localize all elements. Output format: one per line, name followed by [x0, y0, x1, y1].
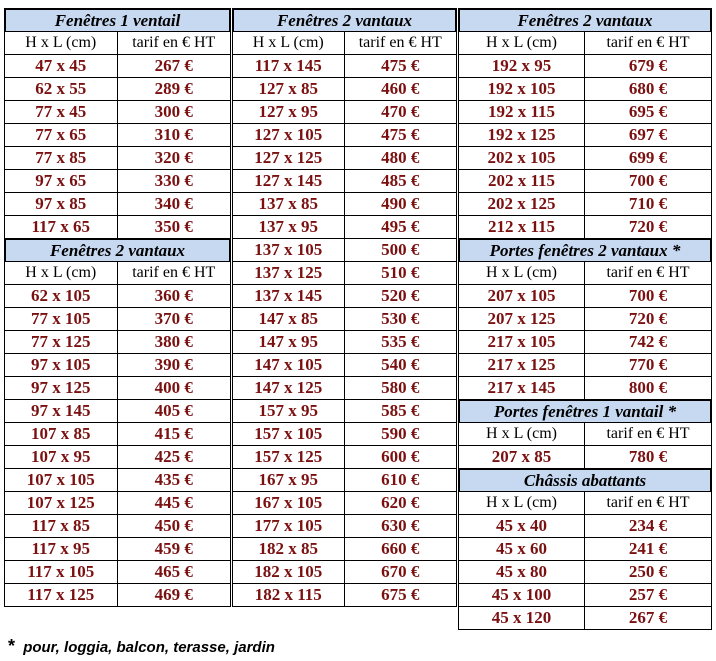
price-cell: 300 €: [154, 102, 193, 121]
footnote-asterisk: *: [8, 636, 16, 656]
price-cell: 459 €: [154, 539, 193, 558]
price-cell: 670 €: [381, 562, 420, 581]
size-cell: 97 x 65: [5, 170, 118, 192]
size-header: H x L (cm): [5, 262, 118, 284]
section-title-row: [458, 399, 712, 423]
table-row: [4, 54, 231, 78]
price-cell: 415 €: [154, 424, 193, 443]
size-cell: 117 x 125: [5, 584, 118, 606]
price-cell: 535 €: [381, 332, 420, 351]
price-cell: 380 €: [154, 332, 193, 351]
size-cell: 77 x 45: [5, 101, 118, 123]
table-row: [4, 284, 231, 308]
price-header: tarif en € HT: [358, 34, 442, 51]
size-cell: 127 x 105: [233, 124, 345, 146]
table-row: [458, 146, 712, 170]
table-row: [232, 284, 457, 308]
price-cell: 465 €: [154, 562, 193, 581]
price-cell: 540 €: [381, 355, 420, 374]
size-cell: 157 x 95: [233, 400, 345, 422]
size-cell: 147 x 125: [233, 377, 345, 399]
table-row: [458, 77, 712, 101]
size-cell: 77 x 125: [5, 331, 118, 353]
price-cell: 530 €: [381, 309, 420, 328]
price-column-3: [458, 8, 712, 630]
size-cell: 147 x 85: [233, 308, 345, 330]
table-row: [232, 100, 457, 124]
section-title-row: [458, 468, 712, 492]
price-column-1: [4, 8, 231, 607]
table-row: [232, 215, 457, 239]
table-row: [458, 169, 712, 193]
price-cell: 510 €: [381, 263, 420, 282]
price-header: tarif en € HT: [132, 264, 216, 281]
table-row: [232, 560, 457, 584]
price-cell: 370 €: [154, 309, 193, 328]
size-cell: 107 x 95: [5, 446, 118, 468]
table-row: [4, 169, 231, 193]
column-header-row: [4, 261, 231, 285]
table-row: [4, 491, 231, 515]
size-cell: 117 x 85: [5, 515, 118, 537]
price-cell: 620 €: [381, 493, 420, 512]
price-header: tarif en € HT: [606, 425, 690, 442]
size-cell: 192 x 125: [459, 124, 585, 146]
size-cell: 62 x 55: [5, 78, 118, 100]
table-row: [232, 261, 457, 285]
price-cell: 630 €: [381, 516, 420, 535]
price-cell: 267 €: [628, 608, 668, 627]
size-cell: 77 x 105: [5, 308, 118, 330]
price-cell: 435 €: [154, 470, 193, 489]
price-cell: 234 €: [628, 516, 668, 535]
size-cell: 202 x 115: [459, 170, 585, 192]
table-row: [4, 560, 231, 584]
price-cell: 267 €: [154, 56, 193, 75]
price-cell: 469 €: [154, 585, 193, 604]
table-row: [4, 537, 231, 561]
price-header: tarif en € HT: [606, 264, 690, 281]
table-row: [458, 514, 712, 538]
price-cell: 742 €: [628, 332, 668, 351]
table-row: [232, 399, 457, 423]
price-cell: 460 €: [381, 79, 420, 98]
price-cell: 257 €: [628, 585, 668, 604]
table-row: [232, 491, 457, 515]
table-row: [458, 353, 712, 377]
price-header: tarif en € HT: [606, 34, 690, 51]
table-row: [458, 537, 712, 561]
price-cell: 330 €: [154, 171, 193, 190]
section-title: Fenêtres 2 vantaux: [276, 10, 413, 30]
size-cell: 77 x 65: [5, 124, 118, 146]
column-header-row: [458, 422, 712, 446]
size-cell: 192 x 105: [459, 78, 585, 100]
section-title: Fenêtres 2 vantaux: [49, 240, 186, 260]
table-row: [232, 54, 457, 78]
price-cell: 600 €: [381, 447, 420, 466]
table-row: [458, 100, 712, 124]
size-header: H x L (cm): [459, 32, 585, 54]
price-cell: 490 €: [381, 194, 420, 213]
table-row: [458, 445, 712, 469]
price-cell: 340 €: [154, 194, 193, 213]
table-row: [232, 422, 457, 446]
table-row: [458, 123, 712, 147]
table-row: [232, 537, 457, 561]
size-cell: 182 x 105: [233, 561, 345, 583]
size-cell: 117 x 65: [5, 216, 118, 238]
table-row: [232, 468, 457, 492]
section-title-row: [232, 8, 457, 32]
price-column-2: [232, 8, 457, 607]
price-cell: 697 €: [628, 125, 668, 144]
price-header: tarif en € HT: [132, 34, 216, 51]
size-header: H x L (cm): [459, 262, 585, 284]
size-cell: 127 x 125: [233, 147, 345, 169]
table-row: [458, 284, 712, 308]
table-row: [4, 399, 231, 423]
table-row: [4, 583, 231, 607]
size-cell: 167 x 105: [233, 492, 345, 514]
size-cell: 45 x 60: [459, 538, 585, 560]
size-cell: 207 x 105: [459, 285, 585, 307]
section-title: Fenêtres 2 vantaux: [517, 10, 653, 30]
size-header: H x L (cm): [459, 423, 585, 445]
size-cell: 62 x 105: [5, 285, 118, 307]
table-row: [458, 330, 712, 354]
price-cell: 660 €: [381, 539, 420, 558]
price-cell: 390 €: [154, 355, 193, 374]
price-cell: 475 €: [381, 125, 420, 144]
table-row: [232, 514, 457, 538]
size-header: H x L (cm): [459, 492, 585, 514]
price-cell: 699 €: [628, 148, 668, 167]
price-cell: 710 €: [628, 194, 668, 213]
footnote: [8, 636, 275, 657]
table-row: [232, 376, 457, 400]
price-cell: 679 €: [628, 56, 668, 75]
price-header: tarif en € HT: [606, 494, 690, 511]
size-cell: 137 x 145: [233, 285, 345, 307]
table-row: [232, 169, 457, 193]
price-cell: 770 €: [628, 355, 668, 374]
price-cell: 350 €: [154, 217, 193, 236]
section-title: Portes fenêtres 2 vantaux *: [489, 240, 681, 260]
size-cell: 117 x 105: [5, 561, 118, 583]
table-row: [232, 192, 457, 216]
price-cell: 700 €: [628, 171, 668, 190]
table-row: [232, 307, 457, 331]
table-row: [4, 123, 231, 147]
size-cell: 47 x 45: [5, 55, 118, 77]
size-cell: 45 x 120: [459, 607, 585, 629]
table-row: [4, 215, 231, 239]
price-cell: 675 €: [381, 585, 420, 604]
table-row: [458, 54, 712, 78]
size-cell: 137 x 95: [233, 216, 345, 238]
price-cell: 475 €: [381, 56, 420, 75]
size-cell: 127 x 145: [233, 170, 345, 192]
size-cell: 207 x 85: [459, 446, 585, 468]
price-cell: 720 €: [628, 309, 668, 328]
price-cell: 700 €: [628, 286, 668, 305]
price-cell: 250 €: [628, 562, 668, 581]
price-cell: 480 €: [381, 148, 420, 167]
table-row: [4, 330, 231, 354]
table-row: [4, 77, 231, 101]
size-cell: 217 x 145: [459, 377, 585, 399]
price-cell: 590 €: [381, 424, 420, 443]
size-cell: 192 x 95: [459, 55, 585, 77]
table-row: [4, 445, 231, 469]
size-cell: 157 x 125: [233, 446, 345, 468]
table-row: [458, 606, 712, 630]
table-row: [4, 376, 231, 400]
size-cell: 97 x 85: [5, 193, 118, 215]
price-cell: 485 €: [381, 171, 420, 190]
table-row: [232, 238, 457, 262]
size-cell: 107 x 85: [5, 423, 118, 445]
table-row: [458, 307, 712, 331]
size-cell: 97 x 105: [5, 354, 118, 376]
table-row: [232, 123, 457, 147]
section-title-row: [4, 238, 231, 262]
table-row: [4, 307, 231, 331]
table-row: [232, 445, 457, 469]
size-cell: 137 x 105: [233, 239, 345, 261]
price-cell: 405 €: [154, 401, 193, 420]
section-title: Châssis abattants: [523, 470, 647, 490]
size-cell: 202 x 125: [459, 193, 585, 215]
table-row: [4, 192, 231, 216]
table-row: [458, 215, 712, 239]
section-title: Portes fenêtres 1 vantail *: [493, 401, 677, 421]
price-cell: 450 €: [154, 516, 193, 535]
size-cell: 217 x 105: [459, 331, 585, 353]
size-cell: 107 x 105: [5, 469, 118, 491]
size-cell: 137 x 85: [233, 193, 345, 215]
price-cell: 680 €: [628, 79, 668, 98]
size-cell: 177 x 105: [233, 515, 345, 537]
size-cell: 137 x 125: [233, 262, 345, 284]
column-header-row: [458, 261, 712, 285]
size-cell: 182 x 85: [233, 538, 345, 560]
table-row: [4, 514, 231, 538]
price-cell: 445 €: [154, 493, 193, 512]
table-row: [4, 100, 231, 124]
price-cell: 495 €: [381, 217, 420, 236]
price-cell: 320 €: [154, 148, 193, 167]
size-cell: 157 x 105: [233, 423, 345, 445]
column-header-row: [4, 31, 231, 55]
price-cell: 310 €: [154, 125, 193, 144]
price-cell: 720 €: [628, 217, 668, 236]
price-cell: 585 €: [381, 401, 420, 420]
footnote-text: pour, loggia, balcon, terasse, jardin: [23, 639, 275, 656]
price-cell: 780 €: [628, 447, 668, 466]
table-row: [232, 146, 457, 170]
table-row: [458, 192, 712, 216]
price-cell: 241 €: [628, 539, 668, 558]
section-title: Fenêtres 1 ventail: [54, 10, 181, 30]
section-title-row: [458, 8, 712, 32]
table-row: [232, 77, 457, 101]
section-title-row: [4, 8, 231, 32]
size-cell: 147 x 95: [233, 331, 345, 353]
size-cell: 127 x 85: [233, 78, 345, 100]
size-cell: 212 x 115: [459, 216, 585, 238]
size-cell: 77 x 85: [5, 147, 118, 169]
size-cell: 107 x 125: [5, 492, 118, 514]
size-cell: 127 x 95: [233, 101, 345, 123]
table-row: [458, 560, 712, 584]
price-cell: 360 €: [154, 286, 193, 305]
price-cell: 500 €: [381, 240, 420, 259]
table-row: [232, 353, 457, 377]
price-cell: 470 €: [381, 102, 420, 121]
size-cell: 182 x 115: [233, 584, 345, 606]
table-row: [232, 583, 457, 607]
size-cell: 45 x 40: [459, 515, 585, 537]
price-cell: 580 €: [381, 378, 420, 397]
size-cell: 97 x 125: [5, 377, 118, 399]
price-cell: 520 €: [381, 286, 420, 305]
size-cell: 97 x 145: [5, 400, 118, 422]
size-cell: 45 x 80: [459, 561, 585, 583]
size-cell: 202 x 105: [459, 147, 585, 169]
column-header-row: [232, 31, 457, 55]
section-title-row: [458, 238, 712, 262]
table-row: [458, 583, 712, 607]
table-row: [232, 330, 457, 354]
size-cell: 207 x 125: [459, 308, 585, 330]
price-cell: 610 €: [381, 470, 420, 489]
size-cell: 192 x 115: [459, 101, 585, 123]
size-cell: 45 x 100: [459, 584, 585, 606]
column-header-row: [458, 31, 712, 55]
price-cell: 695 €: [628, 102, 668, 121]
table-row: [4, 468, 231, 492]
price-cell: 800 €: [628, 378, 668, 397]
size-cell: 217 x 125: [459, 354, 585, 376]
price-cell: 425 €: [154, 447, 193, 466]
price-cell: 400 €: [154, 378, 193, 397]
table-row: [458, 376, 712, 400]
size-cell: 117 x 145: [233, 55, 345, 77]
size-cell: 147 x 105: [233, 354, 345, 376]
size-header: H x L (cm): [233, 32, 345, 54]
size-cell: 167 x 95: [233, 469, 345, 491]
size-cell: 117 x 95: [5, 538, 118, 560]
column-header-row: [458, 491, 712, 515]
table-row: [4, 146, 231, 170]
size-header: H x L (cm): [5, 32, 118, 54]
table-row: [4, 422, 231, 446]
price-cell: 289 €: [154, 79, 193, 98]
table-row: [4, 353, 231, 377]
